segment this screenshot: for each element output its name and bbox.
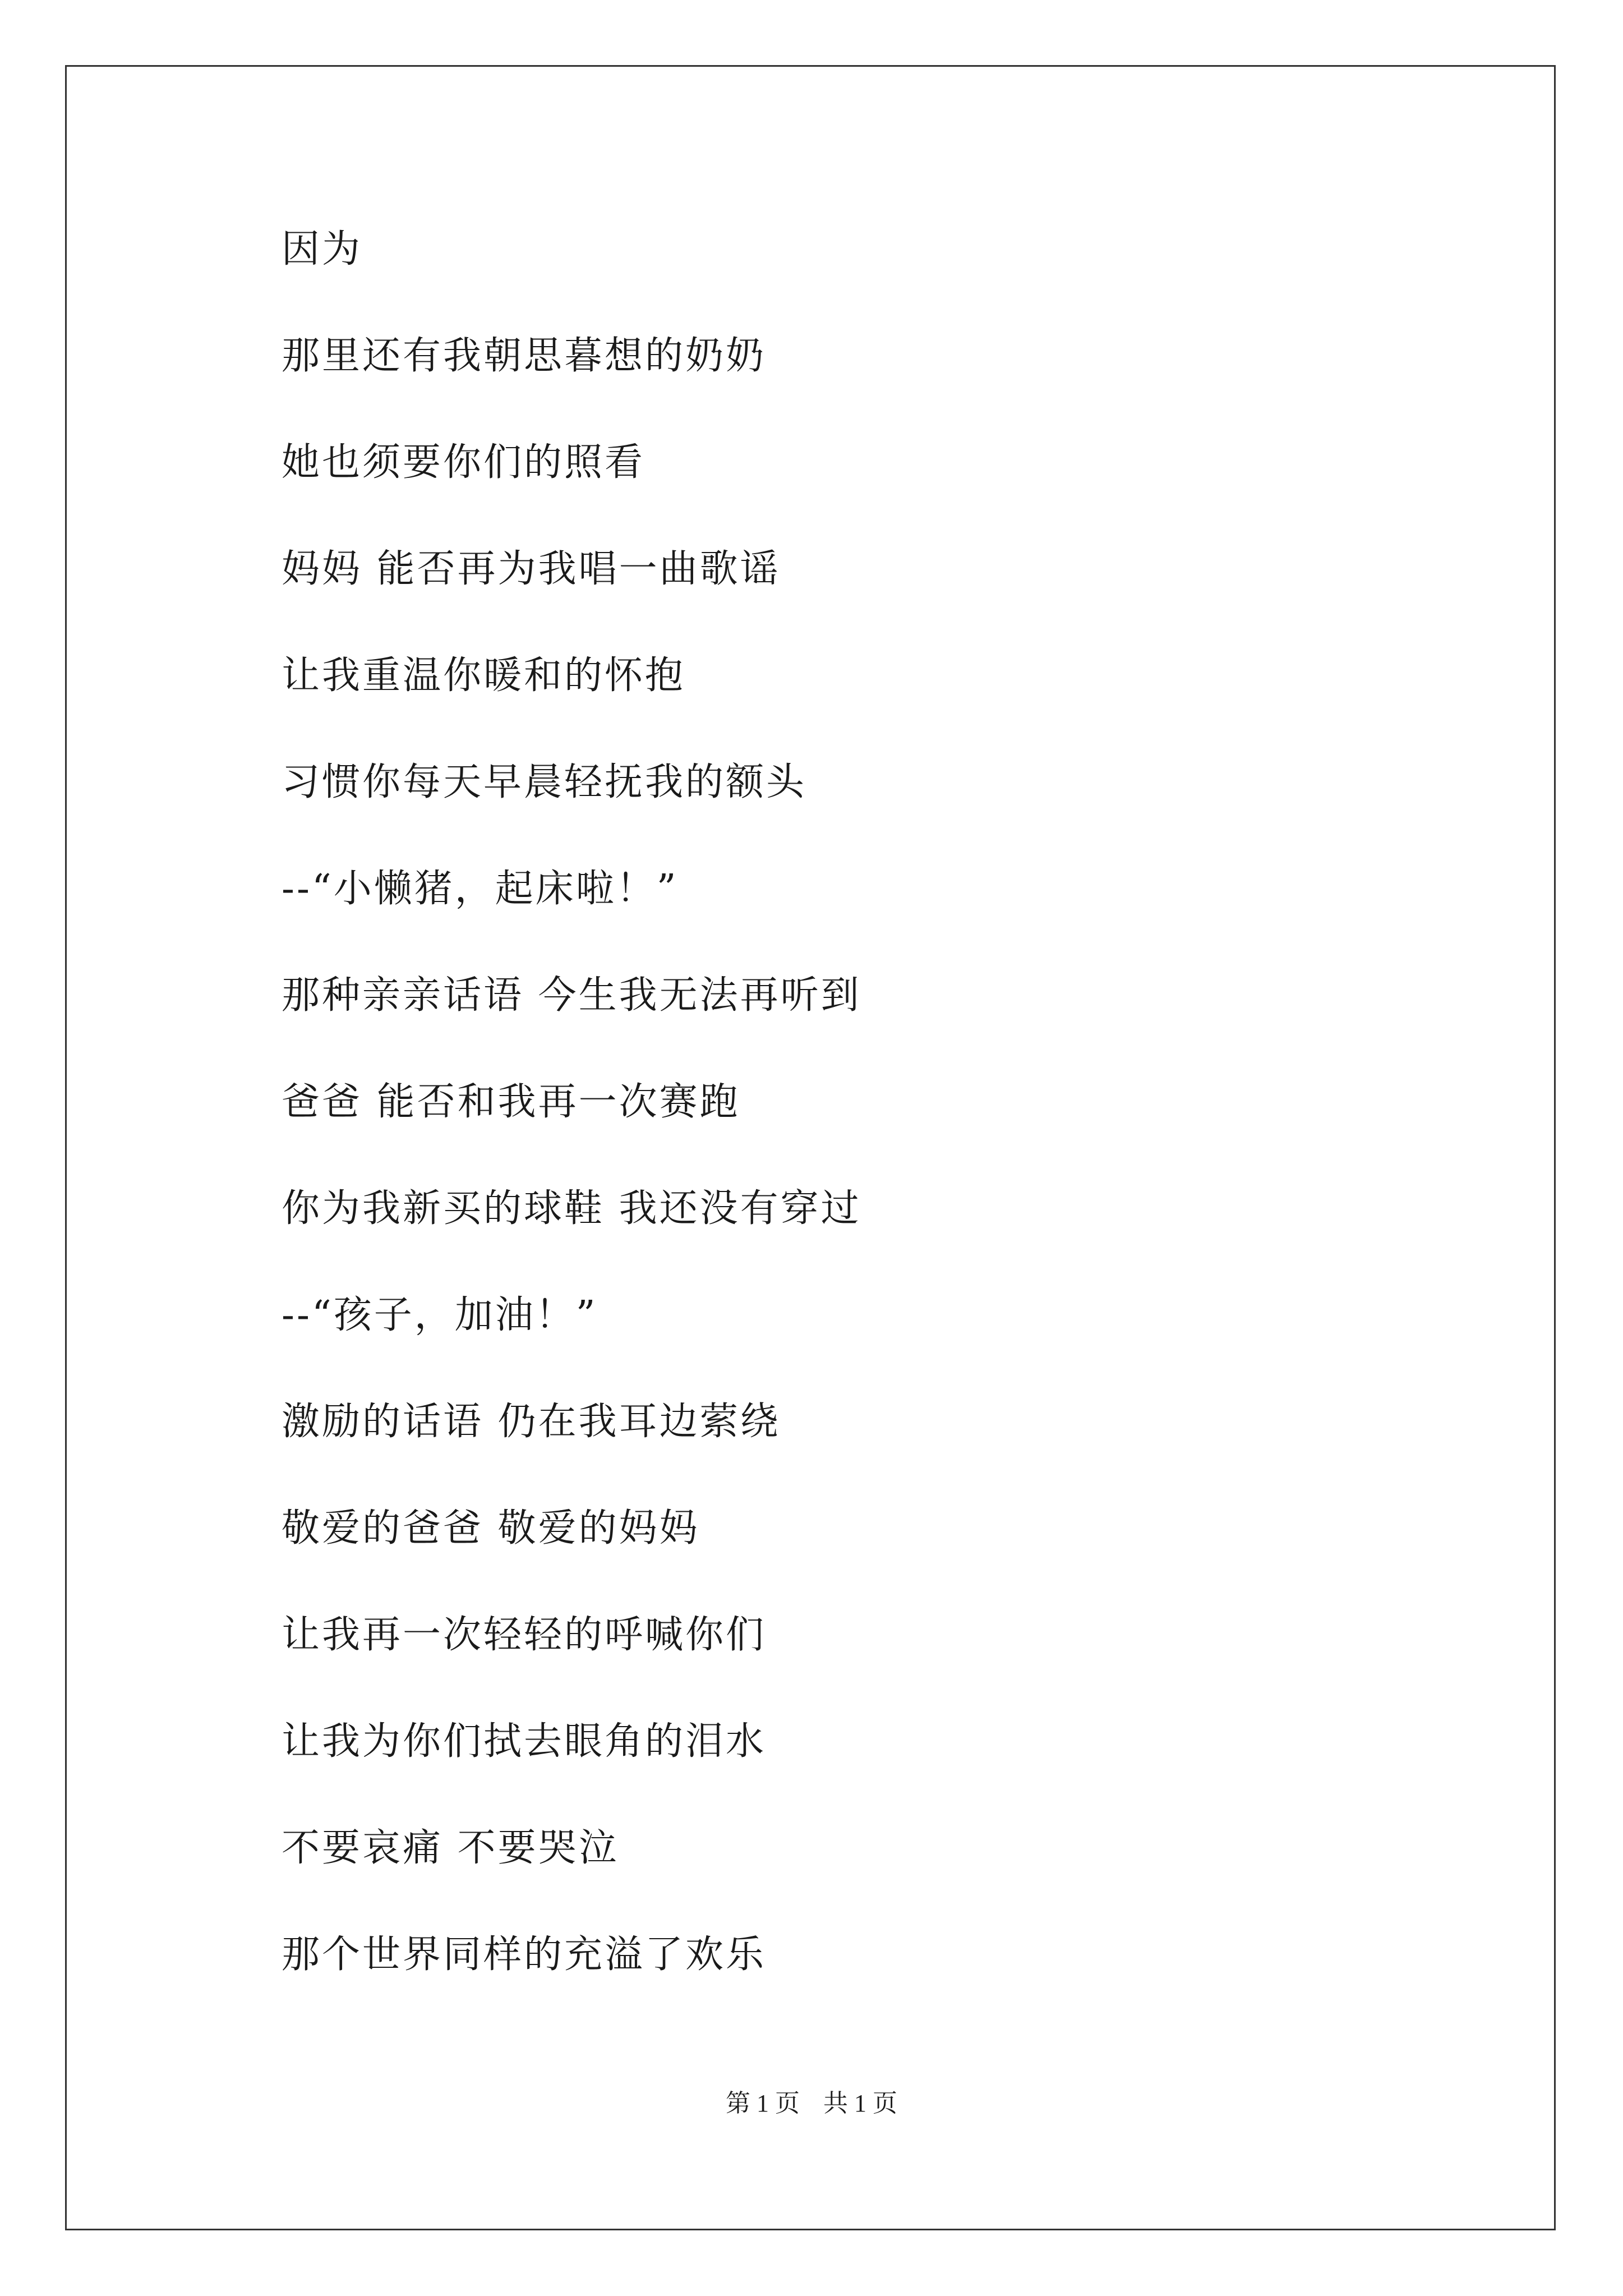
poem-line: 激励的话语 仍在我耳边萦绕 bbox=[282, 1400, 781, 1444]
page-footer bbox=[0, 2087, 1623, 2120]
poem-line: 妈妈 能否再为我唱一曲歌谣 bbox=[282, 547, 781, 591]
page-border bbox=[65, 65, 1556, 2230]
poem-line: 习惯你每天早晨轻抚我的额头 bbox=[282, 760, 807, 804]
poem-line: 因为 bbox=[282, 227, 363, 272]
poem-line: 让我再一次轻轻的呼喊你们 bbox=[282, 1613, 767, 1657]
poem-line: 她也须要你们的照看 bbox=[282, 440, 645, 485]
poem-line: 让我重温你暖和的怀抱 bbox=[282, 654, 686, 698]
poem-line: 不要哀痛 不要哭泣 bbox=[282, 1826, 619, 1870]
poem-line: 那种亲亲话语 今生我无法再听到 bbox=[282, 973, 861, 1018]
page-number-total: 共 1 页 bbox=[823, 2090, 897, 2117]
page-number-current: 第 1 页 bbox=[726, 2090, 800, 2117]
poem-line: 敬爱的爸爸 敬爱的妈妈 bbox=[282, 1506, 700, 1550]
poem-line: 让我为你们拭去眼角的泪水 bbox=[282, 1719, 767, 1764]
poem-line: --“孩子，加油！” bbox=[282, 1293, 598, 1337]
poem-line: 那里还有我朝思暮想的奶奶 bbox=[282, 334, 767, 378]
poem-line: 爸爸 能否和我再一次赛跑 bbox=[282, 1080, 740, 1124]
poem-line: 那个世界同样的充溢了欢乐 bbox=[282, 1932, 767, 1977]
poem-line: --“小懒猪，起床啦！” bbox=[282, 867, 679, 911]
poem-line: 你为我新买的球鞋 我还没有穿过 bbox=[282, 1186, 861, 1231]
